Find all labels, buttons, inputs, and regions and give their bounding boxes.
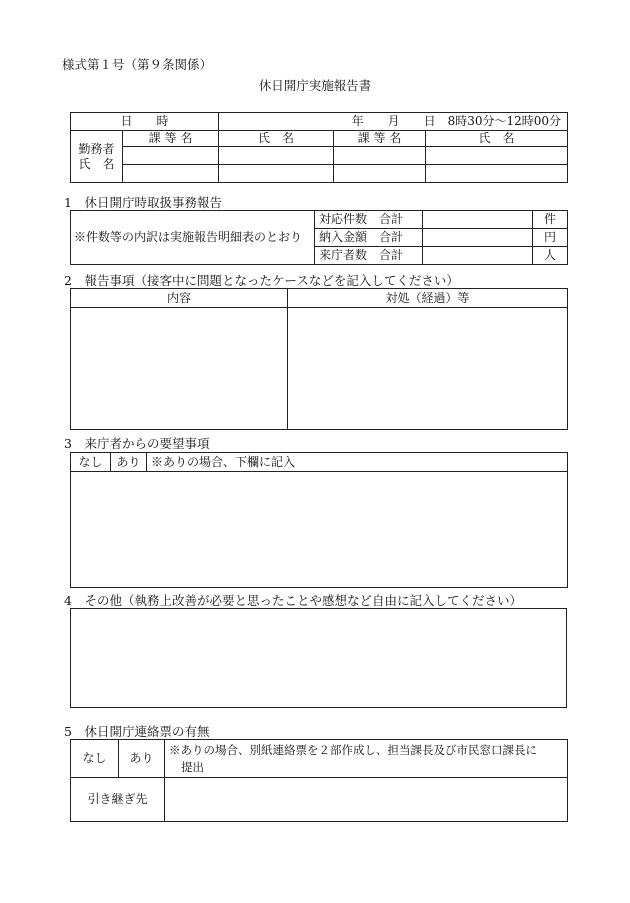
section3-table [70, 452, 568, 588]
duty-table [70, 112, 568, 183]
section5-yes-option[interactable]: あり [119, 740, 165, 778]
section5-heading: 5 休日開庁連絡票の有無 [64, 724, 210, 739]
page-title: 休日開庁実施報告書 [258, 78, 372, 93]
section2-table [70, 288, 568, 430]
section3-note: ※ありの場合、下欄に記入 [147, 453, 568, 472]
section4-table [70, 608, 567, 708]
staff-name-cell[interactable] [426, 147, 568, 165]
staff-section-cell[interactable] [123, 147, 219, 165]
count-total-value[interactable] [423, 211, 533, 229]
staff-label: 勤務者 氏 名 [71, 131, 123, 183]
section5-none-option[interactable]: なし [71, 740, 119, 778]
content-area[interactable] [71, 308, 288, 430]
payment-total-value[interactable] [423, 229, 533, 247]
count-unit: 件 [533, 211, 568, 229]
section5-table [70, 739, 568, 822]
col-section-2: 課 等 名 [334, 131, 426, 147]
content-column-header: 内容 [71, 289, 288, 308]
action-column-header: 対処（経過）等 [288, 289, 568, 308]
col-name: 氏 名 [219, 131, 334, 147]
visitor-total-label: 来庁者数 合計 [315, 247, 423, 265]
visitor-total-value[interactable] [423, 247, 533, 265]
staff-name-cell[interactable] [219, 147, 334, 165]
section1-table [70, 210, 568, 265]
request-area[interactable] [71, 472, 568, 588]
col-name-2: 氏 名 [426, 131, 568, 147]
section5-note: ※ありの場合、別紙連絡票を２部作成し、担当課長及び市民窓口課長に 提出 [165, 740, 568, 778]
staff-section-cell[interactable] [334, 147, 426, 165]
section3-heading: 3 来庁者からの要望事項 [64, 436, 210, 451]
date-value[interactable]: 年 月 日 8時30分～12時00分 [219, 113, 568, 131]
form-label: 様式第１号（第９条関係） [62, 57, 213, 72]
date-label: 日 時 [71, 113, 219, 131]
section4-heading: 4 その他（執務上改善が必要と思ったことや感想など自由に記入してください） [64, 593, 522, 608]
other-area[interactable] [71, 609, 567, 708]
section1-heading: 1 休日開庁時取扱事務報告 [64, 195, 222, 210]
handover-label: 引き継ぎ先 [71, 778, 165, 822]
staff-name-cell[interactable] [219, 165, 334, 183]
payment-unit: 円 [533, 229, 568, 247]
section3-yes-option[interactable]: あり [111, 453, 147, 472]
staff-name-cell[interactable] [426, 165, 568, 183]
section2-heading: 2 報告事項（接客中に問題となったケースなどを記入してください） [64, 273, 459, 288]
handover-field[interactable] [165, 778, 568, 822]
col-section: 課 等 名 [123, 131, 219, 147]
count-total-label: 対応件数 合計 [315, 211, 423, 229]
action-area[interactable] [288, 308, 568, 430]
staff-section-cell[interactable] [123, 165, 219, 183]
visitor-unit: 人 [533, 247, 568, 265]
section3-none-option[interactable]: なし [71, 453, 111, 472]
section1-note: ※件数等の内訳は実施報告明細表のとおり [71, 211, 315, 265]
staff-section-cell[interactable] [334, 165, 426, 183]
payment-total-label: 納入金額 合計 [315, 229, 423, 247]
